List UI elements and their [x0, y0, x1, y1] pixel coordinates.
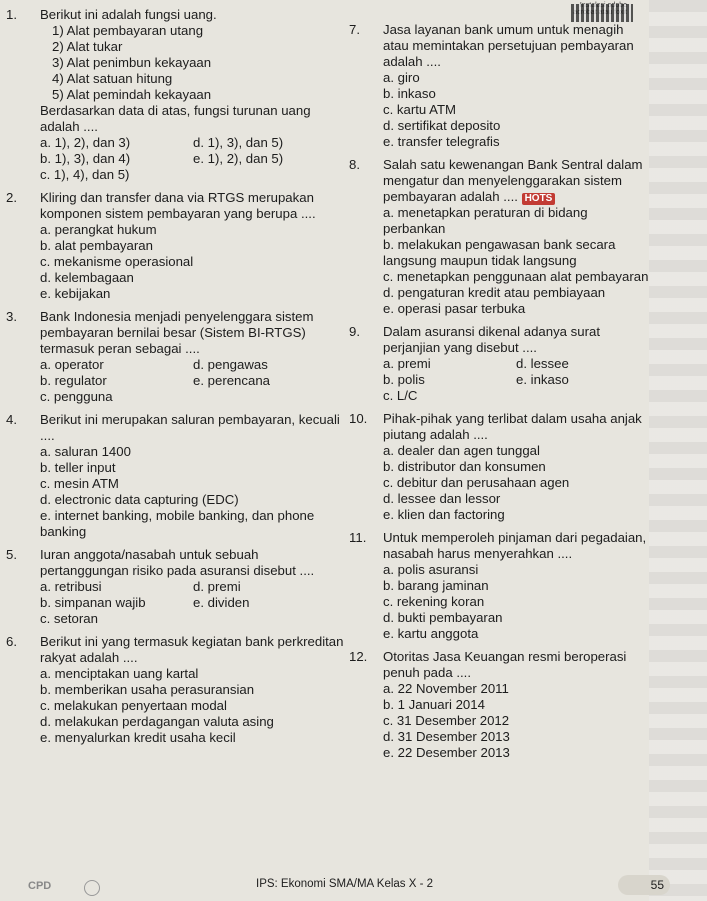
option-c[interactable]: c. melakukan penyertaan modal [40, 698, 227, 713]
question-stem: Berikut ini merupakan saluran pembayaran, kecuali .... [40, 412, 340, 443]
question-number: 6. [6, 634, 17, 649]
option-e[interactable]: e. internet banking, mobile banking, dan phone banking [40, 508, 315, 539]
question-stem: Iuran anggota/nasabah untuk sebuah pertanggungan risiko pada asuransi disebut .... [40, 547, 315, 578]
question-8 [349, 157, 649, 317]
list-item: 2) Alat tukar [52, 39, 123, 54]
option-a[interactable]: a. giro [383, 70, 420, 85]
question-stem: Berikut ini adalah fungsi uang. [40, 7, 217, 22]
option-b[interactable]: b. inkaso [383, 86, 436, 101]
background-strip [649, 0, 707, 901]
option-d[interactable]: d. melakukan perdagangan valuta asing [40, 714, 274, 729]
question-12 [349, 649, 649, 761]
question-10 [349, 411, 649, 523]
option-a[interactable]: a. perangkat hukum [40, 222, 157, 237]
question-stem: Kliring dan transfer dana via RTGS merupakan komponen sistem pembayaran yang berupa .... [40, 190, 316, 221]
list-item: 1) Alat pembayaran utang [52, 23, 204, 38]
question-number: 4. [6, 412, 17, 427]
question-number: 9. [349, 324, 360, 339]
option-d[interactable]: d. electronic data capturing (EDC) [40, 492, 239, 507]
option-a[interactable]: a. 1), 2), dan 3) [40, 135, 131, 150]
question-9 [349, 324, 649, 404]
option-d[interactable]: d. bukti pembayaran [383, 610, 503, 625]
option-c[interactable]: c. pengguna [40, 389, 113, 404]
option-a[interactable]: a. dealer dan agen tunggal [383, 443, 540, 458]
option-e[interactable]: e. 22 Desember 2013 [383, 745, 510, 760]
option-d[interactable]: d. 31 Desember 2013 [383, 729, 510, 744]
option-b[interactable]: b. barang jaminan [383, 578, 489, 593]
option-e[interactable]: e. operasi pasar terbuka [383, 301, 526, 316]
list-item: 5) Alat pemindah kekayaan [52, 87, 212, 102]
option-c[interactable]: c. rekening koran [383, 594, 485, 609]
question-stem: Berdasarkan data di atas, fungsi turunan uang adalah .... [40, 103, 311, 134]
option-b[interactable]: b. polis [383, 372, 425, 387]
qr-code-icon [571, 4, 633, 22]
footer-title: IPS: Ekonomi SMA/MA Kelas X - 2 [256, 878, 434, 890]
left-column [6, 7, 346, 753]
option-d[interactable]: d. lessee dan lessor [383, 491, 501, 506]
option-d[interactable]: d. 1), 3), dan 5) [193, 135, 284, 150]
option-e[interactable]: e. transfer telegrafis [383, 134, 500, 149]
question-4 [6, 412, 346, 540]
question-stem: Otoritas Jasa Keuangan resmi beroperasi penuh pada .... [383, 649, 627, 680]
option-e[interactable]: e. 1), 2), dan 5) [193, 151, 284, 166]
option-a[interactable]: a. saluran 1400 [40, 444, 131, 459]
question-7 [349, 22, 649, 150]
question-number: 3. [6, 309, 17, 324]
question-11 [349, 530, 649, 642]
option-a[interactable]: a. menetapkan peraturan di bidang perbankan [383, 205, 588, 236]
option-d[interactable]: d. pengawas [193, 357, 268, 372]
question-3 [6, 309, 346, 405]
option-b[interactable]: b. memberikan usaha perasuransian [40, 682, 255, 697]
option-d[interactable]: d. pengaturan kredit atau pembiayaan [383, 285, 606, 300]
option-a[interactable]: a. premi [383, 356, 431, 371]
option-b[interactable]: b. regulator [40, 373, 107, 388]
question-stem: Salah satu kewenangan Bank Sentral dalam mengatur dan menyelenggarakan sistem pembayaran adalah .... HOTS [383, 157, 643, 204]
option-c[interactable]: c. debitur dan perusahaan agen [383, 475, 570, 490]
question-stem: Untuk memperoleh pinjaman dari pegadaian, nasabah harus menyerahkan .... [383, 530, 647, 561]
option-e[interactable]: e. kebijakan [40, 286, 111, 301]
option-d[interactable]: d. kelembagaan [40, 270, 134, 285]
option-e[interactable]: e. inkaso [516, 372, 569, 387]
question-stem: Dalam asuransi dikenal adanya surat perjanjian yang disebut .... [383, 324, 600, 355]
option-c[interactable]: c. mekanisme operasional [40, 254, 194, 269]
option-a[interactable]: a. menciptakan uang kartal [40, 666, 199, 681]
question-1 [6, 7, 346, 183]
question-number: 5. [6, 547, 17, 562]
footer-logo: CPD [28, 880, 52, 892]
option-e[interactable]: e. dividen [193, 595, 250, 610]
option-a[interactable]: a. operator [40, 357, 104, 372]
option-d[interactable]: d. lessee [516, 356, 569, 371]
question-number: 7. [349, 22, 360, 37]
option-a[interactable]: a. 22 November 2011 [383, 681, 509, 696]
option-d[interactable]: d. premi [193, 579, 241, 594]
question-number: 10. [349, 411, 368, 426]
page-number: 55 [618, 875, 670, 895]
option-e[interactable]: e. menyalurkan kredit usaha kecil [40, 730, 236, 745]
page-footer [0, 872, 707, 901]
question-number: 8. [349, 157, 360, 172]
question-stem: Pihak-pihak yang terlibat dalam usaha anjak piutang adalah .... [383, 411, 642, 442]
question-2 [6, 190, 346, 302]
option-c[interactable]: c. kartu ATM [383, 102, 457, 117]
option-a[interactable]: a. polis asuransi [383, 562, 479, 577]
option-b[interactable]: b. simpanan wajib [40, 595, 146, 610]
list-item: 4) Alat satuan hitung [52, 71, 173, 86]
option-b[interactable]: b. teller input [40, 460, 116, 475]
option-b[interactable]: b. alat pembayaran [40, 238, 153, 253]
option-c[interactable]: c. L/C [383, 388, 418, 403]
right-column [349, 22, 649, 768]
option-e[interactable]: e. klien dan factoring [383, 507, 505, 522]
option-c[interactable]: c. 31 Desember 2012 [383, 713, 510, 728]
option-d[interactable]: d. sertifikat deposito [383, 118, 501, 133]
option-c[interactable]: c. mesin ATM [40, 476, 119, 491]
option-c[interactable]: c. menetapkan penggunaan alat pembayaran [383, 269, 649, 284]
option-e[interactable]: e. kartu anggota [383, 626, 479, 641]
option-b[interactable]: b. 1 Januari 2014 [383, 697, 485, 712]
question-stem: Jasa layanan bank umum untuk menagih atau memintakan persetujuan pembayaran adalah .... [383, 22, 634, 69]
question-number: 2. [6, 190, 17, 205]
question-5 [6, 547, 346, 627]
option-e[interactable]: e. perencana [193, 373, 270, 388]
question-number: 12. [349, 649, 368, 664]
question-number: 11. [349, 530, 367, 545]
option-c[interactable]: c. setoran [40, 611, 98, 626]
list-item: 3) Alat penimbun kekayaan [52, 55, 212, 70]
option-b[interactable]: b. melakukan pengawasan bank secara langsung maupun tidak langsung [383, 237, 616, 268]
question-stem: Berikut ini yang termasuk kegiatan bank perkreditan rakyat adalah .... [40, 634, 344, 665]
question-stem: Bank Indonesia menjadi penyelenggara sistem pembayaran bernilai besar (Sistem BI-RTGS) termasuk peran sebagai .... [40, 309, 314, 356]
option-c[interactable]: c. 1), 4), dan 5) [40, 167, 130, 182]
question-number: 1. [6, 7, 17, 22]
option-a[interactable]: a. retribusi [40, 579, 102, 594]
hots-badge: HOTS [522, 193, 556, 205]
circle-icon [84, 880, 100, 896]
option-b[interactable]: b. distributor dan konsumen [383, 459, 546, 474]
question-6 [6, 634, 346, 746]
option-b[interactable]: b. 1), 3), dan 4) [40, 151, 131, 166]
